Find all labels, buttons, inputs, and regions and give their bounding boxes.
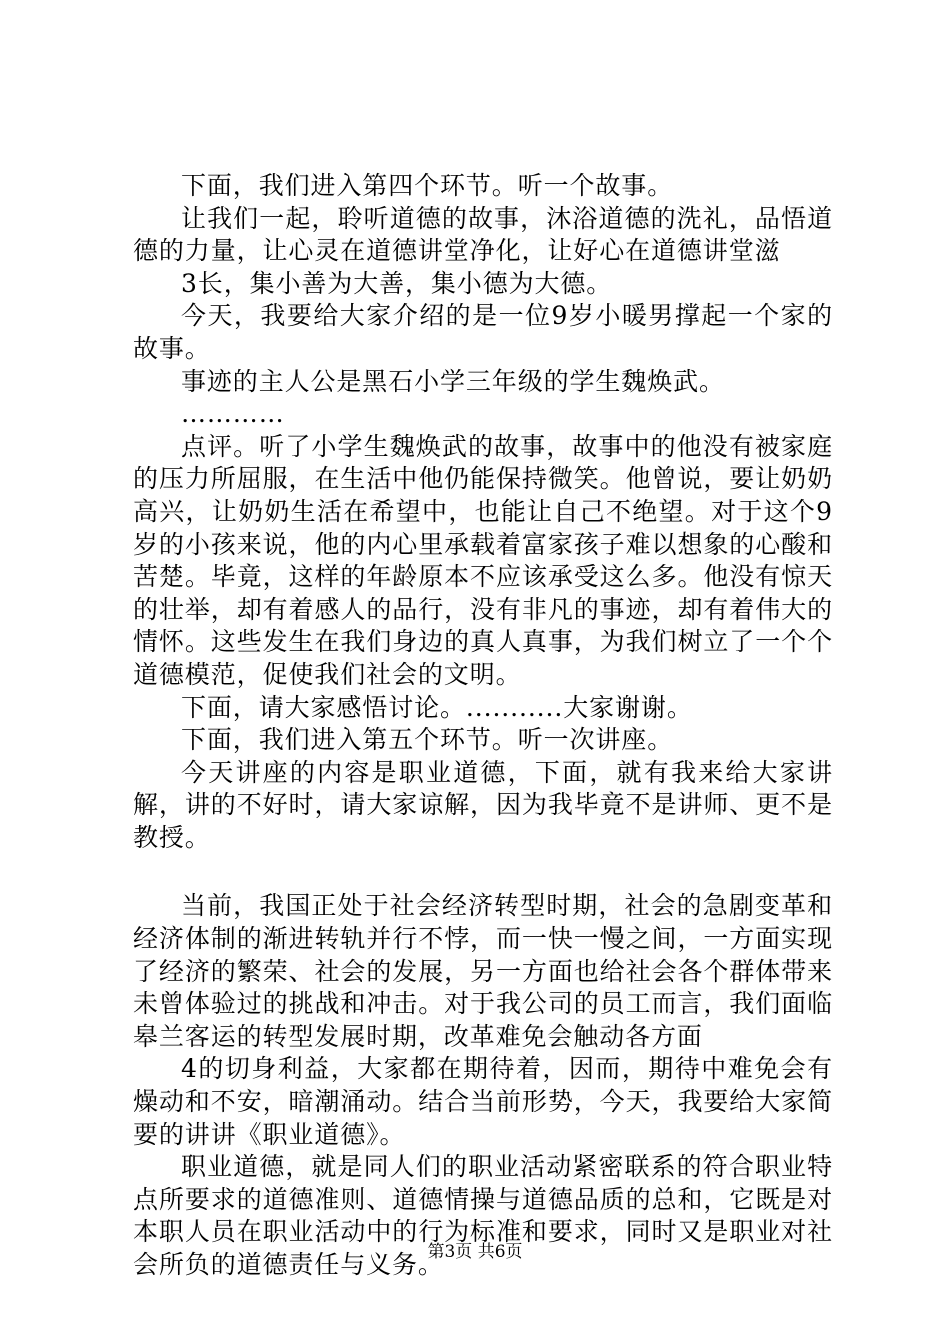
- paragraph-lecture-topic: 今天讲座的内容是职业道德，下面，就有我来给大家讲解，讲的不好时，请大家谅解，因为我毕竟不是讲师、更不是教授。: [133, 757, 833, 852]
- paragraph-gap: [133, 854, 833, 890]
- paragraph-story-intro: 今天，我要给大家介绍的是一位9岁小暖男撑起一个家的故事。: [133, 301, 833, 363]
- paragraph-section-four-intro: 下面，我们进入第四个环节。听一个故事。: [181, 171, 674, 200]
- page-number-footer: 第3页 共6页: [427, 1242, 523, 1262]
- paragraph-social-transition: 当前，我国正处于社会经济转型时期，社会的急剧变革和经济体制的渐进转轨并行不悖，而一快一慢之间，一方面实现了经济的繁荣、社会的发展，另一方面也给社会各个群体带来未曾体验过的挑战和冲击。对于我公司的员工而言，我们面临皋兰客运的转型发展时期，改革难免会触动各方面: [133, 891, 833, 1051]
- paragraph-ellipsis: …………: [181, 399, 285, 429]
- paragraph-discussion: 下面，请大家感悟讨论。...........大家谢谢。: [181, 692, 693, 722]
- paragraph-personal-interests: 4的切身利益，大家都在期待着，因而，期待中难免会有燥动和不安，暗潮涌动。结合当前形势，今天，我要给大家简要的讲讲《职业道德》。: [133, 1054, 833, 1149]
- paragraph-protagonist: 事迹的主人公是黑石小学三年级的学生魏焕武。: [181, 366, 725, 396]
- document-body: [133, 170, 833, 1282]
- paragraph-commentary: 点评。听了小学生魏焕武的故事，故事中的他没有被家庭的压力所屈服，在生活中他仍能保持微笑。他曾说，要让奶奶高兴，让奶奶生活在希望中，也能让自己不绝望。对于这个9岁的小孩来说，他的内心里承载着富家孩子难以想象的心酸和苦楚。毕竟，这样的年龄原本不应该承受这么多。他没有惊天的壮举，却有着感人的品行，没有非凡的事迹，却有着伟大的情怀。这些发生在我们身边的真人真事，为我们树立了一个个道德模范，促使我们社会的文明。: [133, 431, 833, 689]
- paragraph-moral-story-invite: 让我们一起，聆听道德的故事，沐浴道德的洗礼，品悟道德的力量，让心灵在道德讲堂净化，让好心在道德讲堂滋: [133, 203, 833, 266]
- paragraph-small-virtues: 3长，集小善为大善，集小德为大德。: [181, 268, 613, 298]
- paragraph-section-five-intro: 下面，我们进入第五个环节。听一次讲座。: [181, 725, 674, 755]
- paragraph-professional-ethics-definition: 职业道德，就是同人们的职业活动紧密联系的符合职业特点所要求的道德准则、道德情操与道德品质的总和，它既是对本职人员在职业活动中的行为标准和要求，同时又是职业对社会所负的道德责任与义务。: [133, 1152, 833, 1279]
